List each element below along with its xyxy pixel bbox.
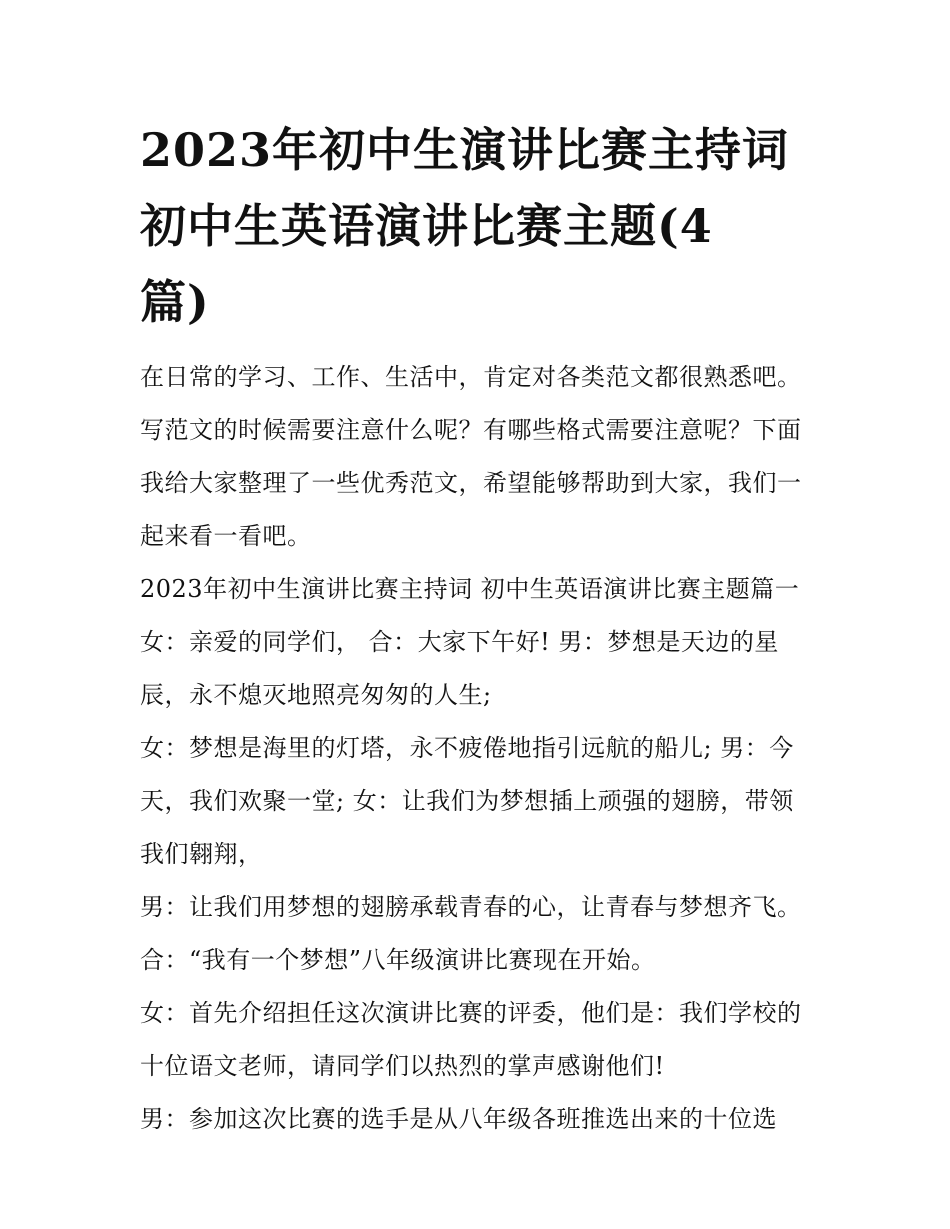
document-body: [140, 351, 820, 1146]
title-line: 篇): [140, 275, 210, 329]
body-line: 女：梦想是海里的灯塔，永不疲倦地指引远航的船儿; 男：今: [140, 734, 794, 762]
section-heading: 2023年初中生演讲比赛主持词 初中生英语演讲比赛主题篇一: [140, 575, 800, 603]
body-line: 在日常的学习、工作、生活中，肯定对各类范文都很熟悉吧。: [140, 363, 802, 391]
body-line: 起来看一看吧。: [140, 522, 312, 550]
body-line: 合：“我有一个梦想”八年级演讲比赛现在开始。: [140, 946, 656, 974]
title-line: 初中生英语演讲比赛主题(4: [140, 199, 713, 253]
document-title: [140, 112, 820, 340]
body-line: 男：让我们用梦想的翅膀承载青春的心，让青春与梦想齐飞。: [140, 893, 802, 921]
title-line: 2023年初中生演讲比赛主持词: [140, 123, 790, 177]
body-line: 写范文的时候需要注意什么呢？有哪些格式需要注意呢？下面: [140, 416, 802, 444]
body-line: 男：参加这次比赛的选手是从八年级各班推选出来的十位选: [140, 1105, 777, 1133]
body-line: 辰，永不熄灭地照亮匆匆的人生;: [140, 681, 492, 709]
body-line: 女：首先介绍担任这次演讲比赛的评委，他们是：我们学校的: [140, 999, 802, 1027]
body-line: 十位语文老师，请同学们以热烈的掌声感谢他们!: [140, 1052, 665, 1080]
body-line: 天，我们欢聚一堂; 女：让我们为梦想插上顽强的翅膀，带领: [140, 787, 794, 815]
body-line: 我给大家整理了一些优秀范文，希望能够帮助到大家，我们一: [140, 469, 802, 497]
body-line: 我们翱翔，: [140, 840, 263, 868]
body-line: 女：亲爱的同学们， 合：大家下午好! 男：梦想是天边的星: [140, 628, 779, 656]
